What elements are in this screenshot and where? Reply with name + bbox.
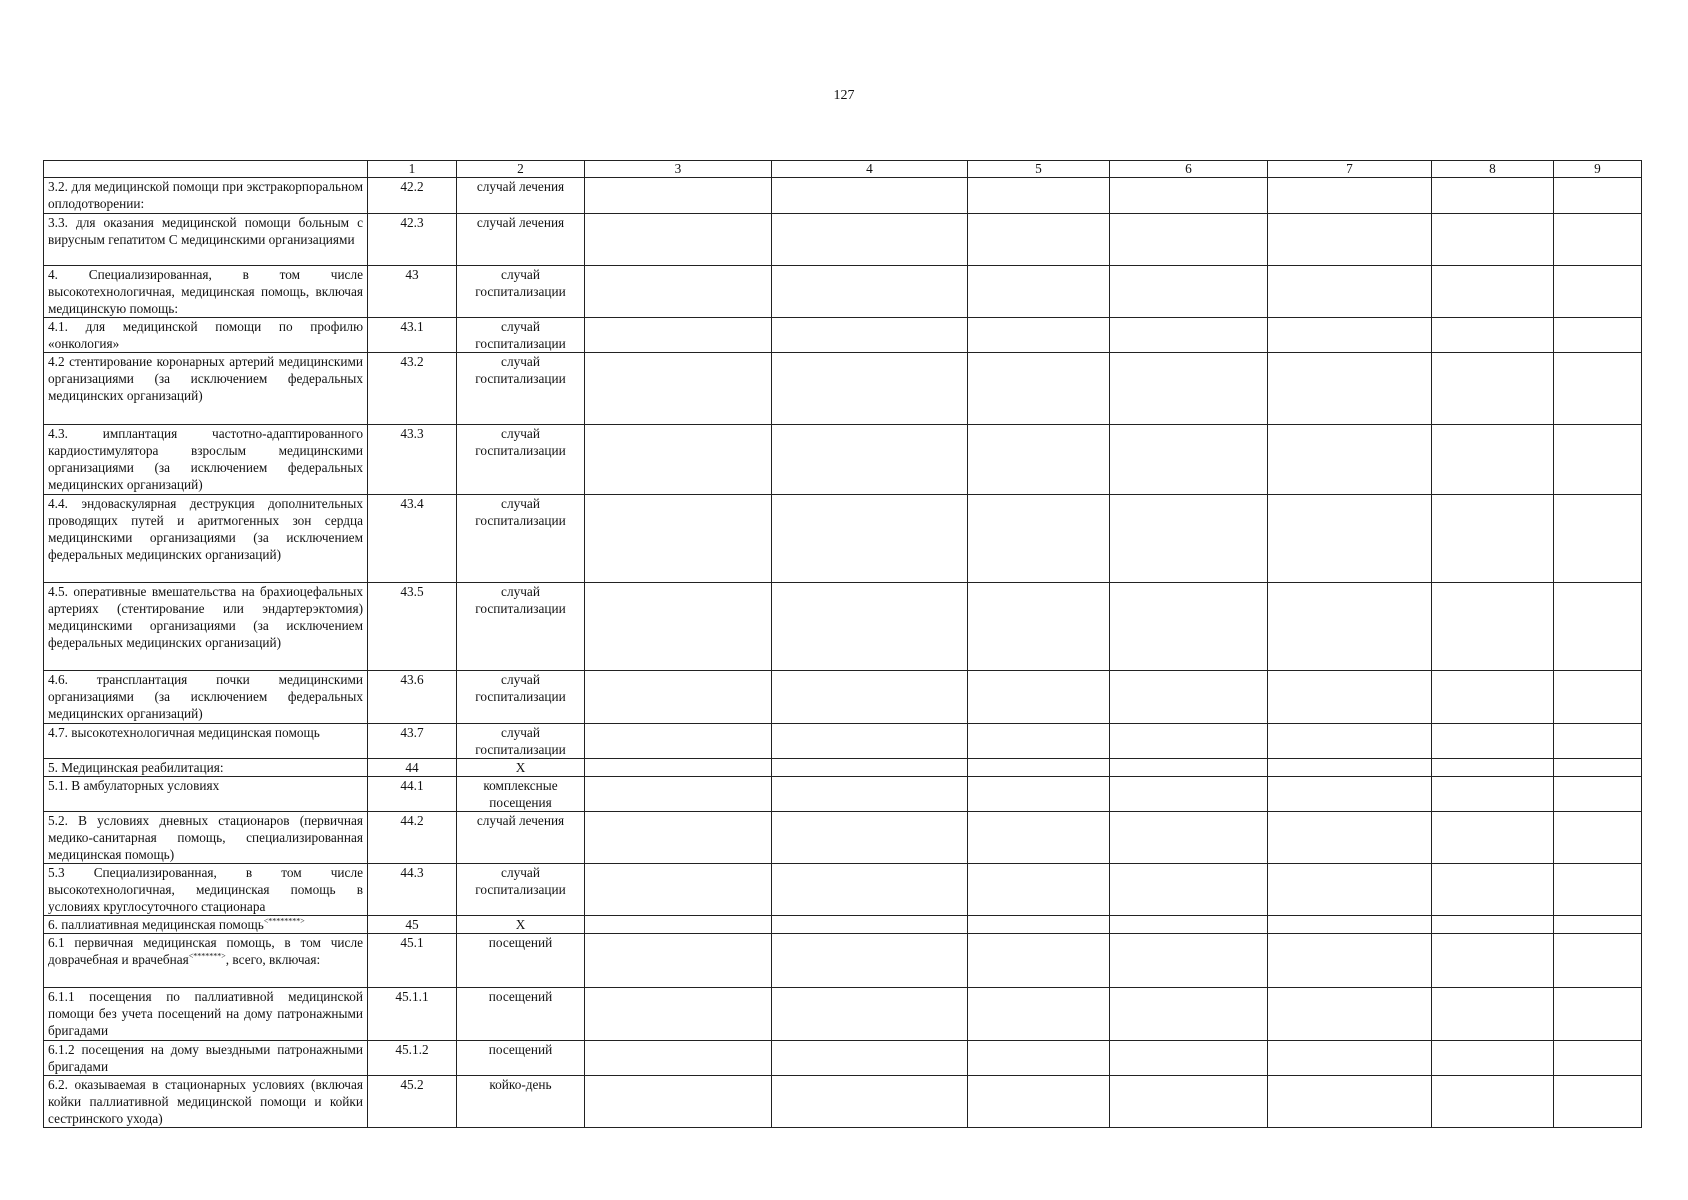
value-cell-col-6 xyxy=(1110,353,1268,425)
value-cell-col-9 xyxy=(1554,988,1642,1041)
column-header-3: 3 xyxy=(585,161,772,178)
row-unit: случай госпитализации xyxy=(457,495,585,583)
row-name xyxy=(44,495,368,583)
row-name-text: 5.3 Специализированная, в том числе высокотехнологичная, медицинская помощь в условиях круглосуточного стационара xyxy=(48,865,363,914)
value-cell-col-9 xyxy=(1554,214,1642,266)
value-cell-col-8 xyxy=(1432,988,1554,1041)
row-code: 44.3 xyxy=(368,864,457,916)
value-cell-col-3 xyxy=(585,178,772,214)
table-row xyxy=(44,1076,1642,1128)
value-cell-col-5 xyxy=(968,583,1110,671)
value-cell-col-6 xyxy=(1110,318,1268,353)
value-cell-col-3 xyxy=(585,777,772,812)
value-cell-col-8 xyxy=(1432,759,1554,777)
value-cell-col-5 xyxy=(968,178,1110,214)
row-name-text: 6. паллиативная медицинская помощь xyxy=(48,917,264,932)
value-cell-col-7 xyxy=(1268,864,1432,916)
row-name-text: 6.1.1 посещения по паллиативной медицинской помощи без учета посещений на дому патронажными бригадами xyxy=(48,989,363,1038)
row-unit: случай госпитализации xyxy=(457,353,585,425)
value-cell-col-8 xyxy=(1432,214,1554,266)
value-cell-col-3 xyxy=(585,864,772,916)
row-name-text: 5.2. В условиях дневных стационаров (первичная медико-санитарная помощь, специализированная медицинская помощь) xyxy=(48,813,363,862)
row-unit: посещений xyxy=(457,988,585,1041)
value-cell-col-3 xyxy=(585,495,772,583)
value-cell-col-9 xyxy=(1554,1041,1642,1076)
value-cell-col-5 xyxy=(968,1041,1110,1076)
table-row xyxy=(44,425,1642,495)
value-cell-col-4 xyxy=(772,214,968,266)
value-cell-col-3 xyxy=(585,934,772,988)
value-cell-col-9 xyxy=(1554,759,1642,777)
value-cell-col-3 xyxy=(585,425,772,495)
row-name-text: 4.2 стентирование коронарных артерий медицинскими организациями (за исключением федеральных медицинских организаций) xyxy=(48,354,363,403)
value-cell-col-6 xyxy=(1110,864,1268,916)
value-cell-col-8 xyxy=(1432,1041,1554,1076)
table-row xyxy=(44,812,1642,864)
value-cell-col-9 xyxy=(1554,353,1642,425)
row-name xyxy=(44,1041,368,1076)
value-cell-col-7 xyxy=(1268,318,1432,353)
value-cell-col-5 xyxy=(968,214,1110,266)
row-code: 45.1.2 xyxy=(368,1041,457,1076)
value-cell-col-5 xyxy=(968,759,1110,777)
column-header-9: 9 xyxy=(1554,161,1642,178)
value-cell-col-6 xyxy=(1110,812,1268,864)
value-cell-col-6 xyxy=(1110,495,1268,583)
row-name xyxy=(44,425,368,495)
value-cell-col-9 xyxy=(1554,864,1642,916)
value-cell-col-4 xyxy=(772,812,968,864)
value-cell-col-7 xyxy=(1268,1041,1432,1076)
row-name xyxy=(44,318,368,353)
value-cell-col-4 xyxy=(772,425,968,495)
value-cell-col-6 xyxy=(1110,988,1268,1041)
value-cell-col-5 xyxy=(968,777,1110,812)
row-name-text: 5. Медицинская реабилитация: xyxy=(48,760,224,775)
row-name xyxy=(44,1076,368,1128)
value-cell-col-6 xyxy=(1110,934,1268,988)
row-unit: случай госпитализации xyxy=(457,318,585,353)
table-row xyxy=(44,864,1642,916)
value-cell-col-8 xyxy=(1432,777,1554,812)
value-cell-col-5 xyxy=(968,988,1110,1041)
column-header-6: 6 xyxy=(1110,161,1268,178)
column-header-4: 4 xyxy=(772,161,968,178)
value-cell-col-4 xyxy=(772,266,968,318)
row-unit: случай госпитализации xyxy=(457,671,585,724)
value-cell-col-4 xyxy=(772,777,968,812)
row-name-text: 4.5. оперативные вмешательства на брахиоцефальных артериях (стентирование или эндартерэктомия) медицинскими организациями (за исключением федеральных медицинских организаций) xyxy=(48,584,363,650)
table-row xyxy=(44,934,1642,988)
row-name xyxy=(44,353,368,425)
value-cell-col-3 xyxy=(585,353,772,425)
value-cell-col-7 xyxy=(1268,916,1432,934)
value-cell-col-6 xyxy=(1110,1076,1268,1128)
value-cell-col-7 xyxy=(1268,777,1432,812)
row-name-text: 4. Специализированная, в том числе высокотехнологичная, медицинская помощь, включая медицинскую помощь: xyxy=(48,267,363,316)
row-name xyxy=(44,724,368,759)
value-cell-col-9 xyxy=(1554,425,1642,495)
table-row xyxy=(44,178,1642,214)
value-cell-col-9 xyxy=(1554,583,1642,671)
value-cell-col-5 xyxy=(968,425,1110,495)
footnote-marker: <*******> xyxy=(188,951,226,961)
value-cell-col-8 xyxy=(1432,583,1554,671)
value-cell-col-3 xyxy=(585,214,772,266)
value-cell-col-4 xyxy=(772,1041,968,1076)
value-cell-col-4 xyxy=(772,934,968,988)
value-cell-col-6 xyxy=(1110,583,1268,671)
row-unit: койко-день xyxy=(457,1076,585,1128)
value-cell-col-7 xyxy=(1268,495,1432,583)
row-code: 43.4 xyxy=(368,495,457,583)
row-name xyxy=(44,988,368,1041)
row-code: 43.7 xyxy=(368,724,457,759)
value-cell-col-3 xyxy=(585,1041,772,1076)
row-unit: случай госпитализации xyxy=(457,864,585,916)
value-cell-col-4 xyxy=(772,724,968,759)
row-name xyxy=(44,266,368,318)
row-unit: комплексные посещения xyxy=(457,777,585,812)
row-unit: случай госпитализации xyxy=(457,724,585,759)
column-number-row xyxy=(44,161,1642,178)
value-cell-col-4 xyxy=(772,583,968,671)
row-code: 43.1 xyxy=(368,318,457,353)
row-unit: случай госпитализации xyxy=(457,425,585,495)
row-code: 45.1 xyxy=(368,934,457,988)
row-code: 43.5 xyxy=(368,583,457,671)
row-name xyxy=(44,214,368,266)
value-cell-col-6 xyxy=(1110,178,1268,214)
table-row xyxy=(44,495,1642,583)
footnote-marker: <********> xyxy=(263,916,305,926)
value-cell-col-8 xyxy=(1432,1076,1554,1128)
table-row xyxy=(44,916,1642,934)
value-cell-col-4 xyxy=(772,318,968,353)
value-cell-col-4 xyxy=(772,759,968,777)
value-cell-col-9 xyxy=(1554,318,1642,353)
value-cell-col-5 xyxy=(968,724,1110,759)
value-cell-col-5 xyxy=(968,812,1110,864)
value-cell-col-6 xyxy=(1110,916,1268,934)
value-cell-col-7 xyxy=(1268,934,1432,988)
value-cell-col-9 xyxy=(1554,934,1642,988)
column-header-8: 8 xyxy=(1432,161,1554,178)
row-name-text: 5.1. В амбулаторных условиях xyxy=(48,778,220,793)
value-cell-col-4 xyxy=(772,988,968,1041)
row-code: 45.2 xyxy=(368,1076,457,1128)
value-cell-col-9 xyxy=(1554,777,1642,812)
value-cell-col-8 xyxy=(1432,724,1554,759)
value-cell-col-9 xyxy=(1554,266,1642,318)
value-cell-col-7 xyxy=(1268,214,1432,266)
value-cell-col-4 xyxy=(772,353,968,425)
value-cell-col-5 xyxy=(968,864,1110,916)
value-cell-col-7 xyxy=(1268,266,1432,318)
column-header-7: 7 xyxy=(1268,161,1432,178)
value-cell-col-5 xyxy=(968,916,1110,934)
value-cell-col-4 xyxy=(772,1076,968,1128)
value-cell-col-6 xyxy=(1110,671,1268,724)
row-unit: X xyxy=(457,916,585,934)
table-row xyxy=(44,988,1642,1041)
value-cell-col-5 xyxy=(968,353,1110,425)
value-cell-col-3 xyxy=(585,916,772,934)
row-name-text: 4.4. эндоваскулярная деструкция дополнительных проводящих путей и аритмогенных зон сердца медицинскими организациями (за исключением федеральных медицинских организаций) xyxy=(48,496,363,562)
row-code: 44 xyxy=(368,759,457,777)
value-cell-col-8 xyxy=(1432,864,1554,916)
value-cell-col-8 xyxy=(1432,916,1554,934)
row-name xyxy=(44,864,368,916)
value-cell-col-9 xyxy=(1554,812,1642,864)
column-header-0 xyxy=(44,161,368,178)
row-name-tail: , всего, включая: xyxy=(225,952,321,967)
column-header-5: 5 xyxy=(968,161,1110,178)
row-name-text: 6.1.2 посещения на дому выездными патронажными бригадами xyxy=(48,1042,363,1074)
row-name xyxy=(44,916,368,934)
value-cell-col-8 xyxy=(1432,495,1554,583)
value-cell-col-9 xyxy=(1554,671,1642,724)
value-cell-col-4 xyxy=(772,864,968,916)
table-row xyxy=(44,671,1642,724)
value-cell-col-6 xyxy=(1110,266,1268,318)
value-cell-col-7 xyxy=(1268,988,1432,1041)
row-code: 45.1.1 xyxy=(368,988,457,1041)
value-cell-col-8 xyxy=(1432,318,1554,353)
value-cell-col-8 xyxy=(1432,934,1554,988)
row-code: 43.3 xyxy=(368,425,457,495)
table-row xyxy=(44,583,1642,671)
value-cell-col-8 xyxy=(1432,353,1554,425)
value-cell-col-4 xyxy=(772,178,968,214)
row-name-text: 4.3. имплантация частотно-адаптированного кардиостимулятора взрослым медицинскими организациями (за исключением федеральных медицинских организаций) xyxy=(48,426,363,492)
value-cell-col-5 xyxy=(968,318,1110,353)
row-name xyxy=(44,671,368,724)
value-cell-col-5 xyxy=(968,1076,1110,1128)
value-cell-col-4 xyxy=(772,495,968,583)
value-cell-col-8 xyxy=(1432,266,1554,318)
value-cell-col-6 xyxy=(1110,759,1268,777)
value-cell-col-7 xyxy=(1268,671,1432,724)
row-name-text: 3.2. для медицинской помощи при экстракорпоральном оплодотворении: xyxy=(48,179,363,211)
value-cell-col-7 xyxy=(1268,178,1432,214)
row-name-text: 4.7. высокотехнологичная медицинская помощь xyxy=(48,725,320,740)
row-name xyxy=(44,777,368,812)
value-cell-col-6 xyxy=(1110,425,1268,495)
value-cell-col-5 xyxy=(968,495,1110,583)
row-code: 45 xyxy=(368,916,457,934)
row-unit: случай лечения xyxy=(457,214,585,266)
value-cell-col-3 xyxy=(585,724,772,759)
value-cell-col-6 xyxy=(1110,724,1268,759)
row-code: 42.2 xyxy=(368,178,457,214)
row-name-text: 6.1 первичная медицинская помощь, в том числе доврачебная и врачебная xyxy=(48,935,363,967)
value-cell-col-9 xyxy=(1554,495,1642,583)
value-cell-col-4 xyxy=(772,916,968,934)
value-cell-col-8 xyxy=(1432,812,1554,864)
value-cell-col-7 xyxy=(1268,1076,1432,1128)
value-cell-col-3 xyxy=(585,671,772,724)
row-unit: случай госпитализации xyxy=(457,583,585,671)
table-row xyxy=(44,759,1642,777)
value-cell-col-3 xyxy=(585,759,772,777)
value-cell-col-6 xyxy=(1110,777,1268,812)
value-cell-col-8 xyxy=(1432,425,1554,495)
value-cell-col-7 xyxy=(1268,724,1432,759)
value-cell-col-5 xyxy=(968,266,1110,318)
row-name xyxy=(44,934,368,988)
row-name xyxy=(44,759,368,777)
row-code: 43 xyxy=(368,266,457,318)
row-name xyxy=(44,178,368,214)
row-code: 42.3 xyxy=(368,214,457,266)
row-code: 44.2 xyxy=(368,812,457,864)
value-cell-col-9 xyxy=(1554,178,1642,214)
value-cell-col-8 xyxy=(1432,178,1554,214)
value-cell-col-3 xyxy=(585,318,772,353)
column-header-2: 2 xyxy=(457,161,585,178)
value-cell-col-7 xyxy=(1268,759,1432,777)
value-cell-col-3 xyxy=(585,1076,772,1128)
table-row xyxy=(44,214,1642,266)
row-unit: случай госпитализации xyxy=(457,266,585,318)
value-cell-col-4 xyxy=(772,671,968,724)
row-unit: случай лечения xyxy=(457,812,585,864)
table-row xyxy=(44,266,1642,318)
row-name-text: 4.6. трансплантация почки медицинскими организациями (за исключением федеральных медицинских организаций) xyxy=(48,672,363,721)
value-cell-col-8 xyxy=(1432,671,1554,724)
column-header-1: 1 xyxy=(368,161,457,178)
row-unit: X xyxy=(457,759,585,777)
row-name-text: 6.2. оказываемая в стационарных условиях (включая койки паллиативной медицинской помощи и койки сестринского ухода) xyxy=(48,1077,363,1126)
value-cell-col-6 xyxy=(1110,214,1268,266)
row-name xyxy=(44,583,368,671)
value-cell-col-7 xyxy=(1268,425,1432,495)
value-cell-col-7 xyxy=(1268,353,1432,425)
row-code: 43.2 xyxy=(368,353,457,425)
value-cell-col-5 xyxy=(968,671,1110,724)
row-name-text: 4.1. для медицинской помощи по профилю «онкология» xyxy=(48,319,363,351)
value-cell-col-9 xyxy=(1554,724,1642,759)
table-row xyxy=(44,318,1642,353)
row-code: 44.1 xyxy=(368,777,457,812)
row-unit: посещений xyxy=(457,934,585,988)
value-cell-col-3 xyxy=(585,812,772,864)
table-row xyxy=(44,1041,1642,1076)
report-table xyxy=(43,160,1642,1128)
row-name xyxy=(44,812,368,864)
value-cell-col-6 xyxy=(1110,1041,1268,1076)
table-row xyxy=(44,724,1642,759)
table-row xyxy=(44,777,1642,812)
page-number: 127 xyxy=(833,88,855,103)
value-cell-col-7 xyxy=(1268,583,1432,671)
row-unit: посещений xyxy=(457,1041,585,1076)
value-cell-col-7 xyxy=(1268,812,1432,864)
value-cell-col-3 xyxy=(585,266,772,318)
row-code: 43.6 xyxy=(368,671,457,724)
value-cell-col-3 xyxy=(585,583,772,671)
table-body xyxy=(44,161,1642,1128)
value-cell-col-5 xyxy=(968,934,1110,988)
row-name-text: 3.3. для оказания медицинской помощи больным с вирусным гепатитом С медицинскими организациями xyxy=(48,215,363,247)
value-cell-col-9 xyxy=(1554,916,1642,934)
value-cell-col-9 xyxy=(1554,1076,1642,1128)
row-unit: случай лечения xyxy=(457,178,585,214)
table-row xyxy=(44,353,1642,425)
value-cell-col-3 xyxy=(585,988,772,1041)
